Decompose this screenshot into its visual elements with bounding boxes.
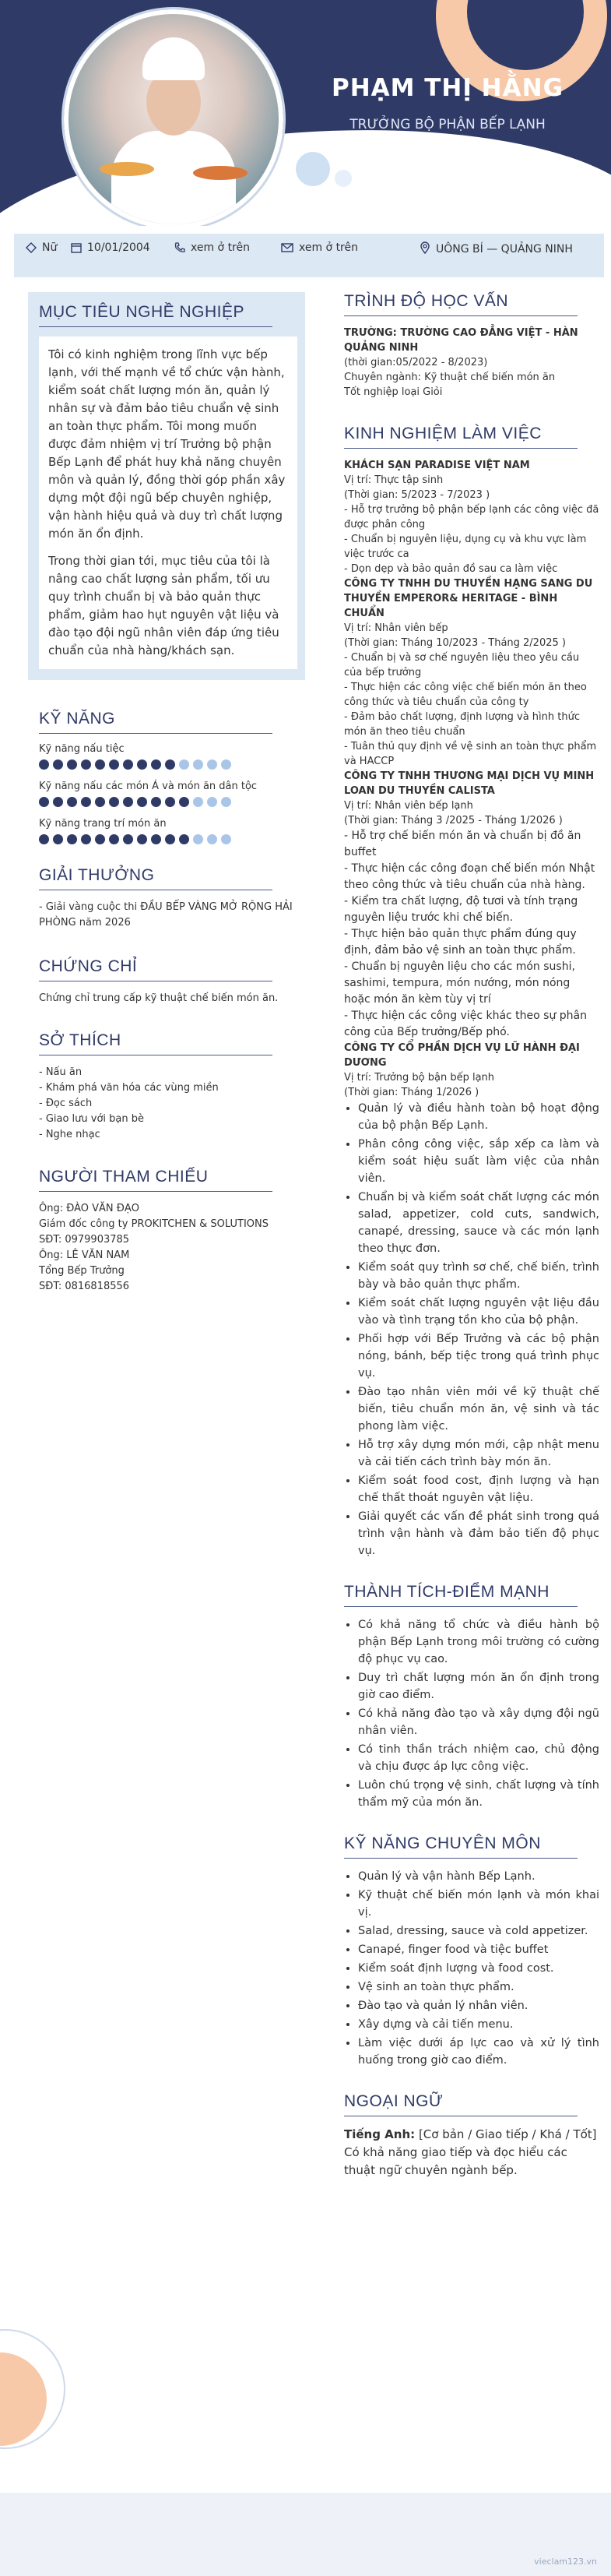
achievements-title: THÀNH TÍCH-ĐIỂM MẠNH — [344, 1583, 578, 1607]
job-duty: - Dọn dẹp và bảo quản đồ sau ca làm việc — [344, 563, 558, 575]
job-position: Vị trí: Nhân viên bếp lạnh — [344, 800, 473, 812]
job-duty: - Thực hiện các công đoạn chế biến món Nhật theo công thức và tiêu chuẩn của nhà hàng. — [344, 862, 595, 891]
rating-dot — [53, 759, 63, 770]
rating-dot — [109, 834, 119, 844]
calendar-icon — [70, 241, 83, 254]
job-duty: • Kiểm soát chất lượng nguyên vật liệu đầu vào và tình trạng tồn kho của bộ phận. — [358, 1295, 599, 1329]
job-duty: - Kiểm tra chất lượng, độ tươi và tính trạng nguyên liệu trước khi chế biến. — [344, 895, 578, 924]
achievements-section — [344, 1583, 599, 1811]
rating-dot — [165, 759, 175, 770]
hobby-item: - Khám phá văn hóa các vùng miền — [39, 1082, 219, 1094]
achievement-item: • Có khả năng tổ chức và điều hành bộ phận Bếp Lạnh trong môi trường có cường độ phục vụ cao. — [358, 1616, 599, 1668]
address-value: UÔNG BÍ — QUẢNG NINH — [436, 243, 573, 255]
gender-icon — [25, 241, 37, 254]
rating-dot — [67, 797, 77, 807]
rating-dot — [151, 834, 161, 844]
rating-dot — [53, 797, 63, 807]
achievement-item: • Có khả năng đào tạo và xây dựng đội ngũ nhân viên. — [358, 1705, 599, 1739]
languages-section — [344, 2092, 599, 2180]
contact-gender — [25, 241, 57, 254]
phone-icon — [174, 241, 186, 254]
job-duty: - Thực hiện bảo quản thực phẩm đúng quy định, đảm bảo vệ sinh an toàn thực phẩm. — [344, 928, 577, 957]
skills-list — [39, 743, 305, 844]
job-duty: - Hỗ trợ trưởng bộ phận bếp lạnh các công việc đã được phân công — [344, 504, 599, 530]
reference-line: Ông: LÊ VĂN NAM — [39, 1249, 130, 1261]
main-column — [344, 292, 599, 2180]
job-company: CÔNG TY CỔ PHẦN DỊCH VỤ LỮ HÀNH ĐẠI DƯƠNG — [344, 1042, 580, 1069]
rating-dot — [137, 759, 147, 770]
profile-photo — [64, 9, 283, 226]
job-duty: - Thực hiện các công việc chế biến món ăn theo công thức và tiêu chuẩn của công ty — [344, 682, 587, 708]
achievements-list — [344, 1616, 599, 1811]
skill-label: Kỹ năng nấu các món Á và món ăn dân tộc — [39, 781, 258, 792]
objective-paragraph: Tôi có kinh nghiệm trong lĩnh vực bếp lạnh, với thế mạnh về tổ chức vận hành, kiểm soát chất lượng món ăn, quản lý nhân sự và đảm bảo tiêu chuẩn vệ sinh an toàn thực phẩm. Tôi mong muốn được đảm nhiệm vị trí Trưởng bộ phận Bếp Lạnh để phát huy khả năng chuyên môn và quản lý, đồng thời góp phần xây dựng một đội ngũ bếp chuyên nghiệp, vận hành hiệu quả và duy trì chất lượng món ăn ổn định. — [48, 347, 286, 541]
rating-dot — [179, 797, 189, 807]
job-time: (Thời gian: Tháng 10/2023 - Tháng 2/2025 ) — [344, 637, 566, 649]
rating-dot — [67, 834, 77, 844]
candidate-role: TRƯỞNG BỘ PHẬN BẾP LẠNH — [349, 117, 546, 132]
email-value: xem ở trên — [299, 241, 358, 254]
job-duty-list — [344, 1100, 599, 1559]
rating-dot — [151, 797, 161, 807]
contact-bar — [14, 234, 604, 277]
job-duty: • Quản lý và điều hành toàn bộ hoạt động của bộ phận Bếp Lạnh. — [358, 1100, 599, 1134]
rating-dot — [193, 834, 203, 844]
rating-dot — [67, 759, 77, 770]
pro-skill-item: • Kỹ thuật chế biến món lạnh và món khai vị. — [358, 1887, 599, 1921]
job-duty: - Chuẩn bị và sơ chế nguyên liệu theo yêu cầu của bếp trưởng — [344, 652, 580, 678]
rating-dot — [207, 797, 217, 807]
achievement-item: • Có tinh thần trách nhiệm cao, chủ động và chịu được áp lực công việc. — [358, 1741, 599, 1775]
pro-skills-list — [344, 1868, 599, 2069]
rating-dot — [123, 759, 133, 770]
rating-dot — [165, 834, 175, 844]
hobby-item: - Giao lưu với bạn bè — [39, 1113, 145, 1125]
rating-dot — [39, 797, 49, 807]
certs-text: Chứng chỉ trung cấp kỹ thuật chế biến món ăn. — [39, 992, 279, 1004]
reference-line: Giám đốc công ty PROKITCHEN & SOLUTIONS — [39, 1218, 269, 1230]
reference-line: SĐT: 0979903785 — [39, 1234, 130, 1246]
rating-dot — [123, 797, 133, 807]
job-company: CÔNG TY TNHH DU THUYỀN HẠNG SANG DU THUYỀN EMPEROR& HERITAGE - BÌNH CHUẨN — [344, 578, 593, 619]
reference-line: SĐT: 0816818556 — [39, 1281, 130, 1292]
job-duty: • Đào tạo nhân viên mới về kỹ thuật chế biến, tiêu chuẩn món ăn, vệ sinh và tác phong làm việc. — [358, 1383, 599, 1435]
experience-section — [344, 425, 599, 1559]
contact-phone — [174, 241, 250, 254]
certs-section — [28, 957, 305, 1006]
rating-dot — [109, 759, 119, 770]
job-time: (Thời gian: Tháng 3 /2025 - Tháng 1/2026 ) — [344, 815, 563, 826]
awards-section — [28, 866, 305, 931]
skill-label: Kỹ năng trang trí món ăn — [39, 818, 167, 830]
rating-dot — [109, 797, 119, 807]
objective-section — [28, 292, 305, 680]
pro-skill-item: • Salad, dressing, sauce và cold appetizer. — [358, 1922, 599, 1940]
rating-dot — [39, 834, 49, 844]
rating-dot — [193, 797, 203, 807]
certs-title: CHỨNG CHỈ — [39, 957, 272, 981]
location-icon — [419, 241, 431, 254]
decorative-circle — [335, 170, 352, 187]
references-title: NGƯỜI THAM CHIẾU — [39, 1168, 272, 1192]
footer-wave — [0, 2493, 611, 2576]
hobbies-section — [28, 1031, 305, 1143]
rating-dot — [39, 759, 49, 770]
skills-section — [28, 710, 305, 844]
education-time: (thời gian:05/2022 - 8/2023) — [344, 357, 488, 368]
job-position: Vị trí: Nhân viên bếp — [344, 622, 448, 634]
rating-dot — [207, 834, 217, 844]
rating-dot — [179, 834, 189, 844]
job-company: KHÁCH SẠN PARADISE VIỆT NAM — [344, 460, 530, 471]
rating-dot — [95, 834, 105, 844]
objective-paragraph: Trong thời gian tới, mục tiêu của tôi là nâng cao chất lượng sản phẩm, tối ưu quy trình chuẩn bị và bảo quản thực phẩm, giảm hao hụt nguyên vật liệu và đào tạo đội ngũ nhân viên đáp ứng tiêu chuẩn của nhà hàng/khách sạn. — [48, 554, 279, 657]
education-grade: Tốt nghiệp loại Giỏi — [344, 386, 443, 398]
job-duty: • Phân công công việc, sắp xếp ca làm và kiểm soát hiệu suất làm việc của nhân viên. — [358, 1136, 599, 1187]
watermark: vieclam123.vn — [534, 2557, 597, 2567]
job-company: CÔNG TY TNHH THƯƠNG MẠI DỊCH VỤ MINH LOAN DU THUYỀN CALISTA — [344, 770, 595, 797]
language-level: [Cơ bản / Giao tiếp / Khá / Tốt] — [418, 2127, 597, 2141]
rating-dot — [221, 797, 231, 807]
rating-dot — [95, 797, 105, 807]
skills-title: KỸ NĂNG — [39, 710, 272, 734]
contact-email — [280, 241, 358, 254]
job-duty: • Hỗ trợ xây dựng món mới, cập nhật menu và cải tiến cách trình bày món ăn. — [358, 1436, 599, 1471]
rating-dot — [53, 834, 63, 844]
job-duty: - Tuân thủ quy định về vệ sinh an toàn thực phẩm và HACCP — [344, 741, 597, 767]
rating-dot — [123, 834, 133, 844]
hobby-item: - Nghe nhạc — [39, 1129, 100, 1140]
skill-rating — [39, 834, 305, 844]
birthday-value: 10/01/2004 — [87, 241, 150, 254]
hobbies-title: SỞ THÍCH — [39, 1031, 272, 1055]
language-desc: Có khả năng giao tiếp và đọc hiểu các thuật ngữ chuyên ngành bếp. — [344, 2145, 567, 2177]
pro-skill-item: • Xây dựng và cải tiến menu. — [358, 2016, 599, 2033]
education-major: Chuyên ngành: Kỹ thuật chế biến món ăn — [344, 372, 556, 383]
achievement-item: • Luôn chú trọng vệ sinh, chất lượng và tính thẩm mỹ của món ăn. — [358, 1777, 599, 1811]
objective-title: MỤC TIÊU NGHỀ NGHIỆP — [39, 303, 272, 327]
job-duty: - Chuẩn bị nguyên liệu, dụng cụ và khu vực làm việc trước ca — [344, 534, 587, 560]
education-title: TRÌNH ĐỘ HỌC VẤN — [344, 292, 578, 316]
pro-skill-item: • Quản lý và vận hành Bếp Lạnh. — [358, 1868, 599, 1885]
phone-value: xem ở trên — [191, 241, 250, 254]
awards-title: GIẢI THƯỞNG — [39, 866, 272, 890]
language-label: Tiếng Anh: — [344, 2127, 416, 2141]
header-banner — [0, 0, 611, 226]
rating-dot — [137, 797, 147, 807]
rating-dot — [193, 759, 203, 770]
job-duty: - Chuẩn bị nguyên liệu cho các món sushi, sashimi, tempura, món nướng, món nóng hoặc món ăn kèm tùy vị trí — [344, 960, 575, 1006]
rating-dot — [207, 759, 217, 770]
rating-dot — [81, 759, 91, 770]
job-duty: • Kiểm soát food cost, định lượng và hạn chế thất thoát nguyên vật liệu. — [358, 1472, 599, 1506]
job-duty: • Chuẩn bị và kiểm soát chất lượng các món salad, appetizer, cold cuts, sandwich, canapé, dressing, sauce và các món lạnh theo thực đơn. — [358, 1189, 599, 1257]
achievement-item: • Duy trì chất lượng món ăn ổn định trong giờ cao điểm. — [358, 1669, 599, 1704]
reference-line: Ông: ĐÀO VĂN ĐẠO — [39, 1203, 139, 1214]
rating-dot — [165, 797, 175, 807]
rating-dot — [221, 834, 231, 844]
rating-dot — [95, 759, 105, 770]
candidate-name: PHẠM THỊ HẰNG — [331, 74, 564, 102]
rating-dot — [81, 834, 91, 844]
objective-box — [39, 337, 297, 669]
job-duty: - Thực hiện các công việc khác theo sự phân công của Bếp trưởng/Bếp phó. — [344, 1010, 588, 1038]
experience-title: KINH NGHIỆM LÀM VIỆC — [344, 425, 578, 449]
contact-address — [419, 241, 582, 257]
skill-label: Kỹ năng nấu tiệc — [39, 743, 125, 755]
sidebar — [28, 292, 305, 1295]
pro-skill-item: • Kiểm soát định lượng và food cost. — [358, 1960, 599, 1977]
job-duty: • Giải quyết các vấn đề phát sinh trong quá trình vận hành và đảm bảo tiến độ phục vụ. — [358, 1508, 599, 1559]
rating-dot — [221, 759, 231, 770]
rating-dot — [179, 759, 189, 770]
awards-text: - Giải vàng cuộc thi ĐẦU BẾP VÀNG MỞ RỘNG HẢI PHÒNG năm 2026 — [39, 901, 293, 929]
education-school: TRƯỜNG: TRƯỜNG CAO ĐẲNG VIỆT - HÀN QUẢNG NINH — [344, 327, 578, 354]
job-duty: • Kiểm soát quy trình sơ chế, chế biến, trình bày và bảo quản thực phẩm. — [358, 1259, 599, 1293]
pro-skills-section — [344, 1834, 599, 2069]
job-position: Vị trí: Thực tập sinh — [344, 474, 444, 486]
pro-skill-item: • Vệ sinh an toàn thực phẩm. — [358, 1979, 599, 1996]
rating-dot — [137, 834, 147, 844]
pro-skill-item: • Canapé, finger food và tiệc buffet — [358, 1941, 599, 1958]
hobby-item: - Đọc sách — [39, 1098, 93, 1109]
skill-rating — [39, 797, 305, 807]
job-duty: - Hỗ trợ chế biến món ăn và chuẩn bị đồ ăn buffet — [344, 830, 581, 858]
contact-birthday — [70, 241, 150, 254]
hobby-item: - Nấu ăn — [39, 1066, 83, 1078]
job-duty: • Phối hợp với Bếp Trưởng và các bộ phận nóng, bánh, bếp tiệc trong quá trình phục vụ. — [358, 1330, 599, 1382]
decorative-circle — [296, 152, 330, 186]
reference-line: Tổng Bếp Trưởng — [39, 1265, 125, 1277]
pro-skill-item: • Làm việc dưới áp lực cao và xử lý tình huống trong giờ cao điểm. — [358, 2035, 599, 2069]
gender-value: Nữ — [42, 241, 58, 254]
rating-dot — [81, 797, 91, 807]
job-time: (Thời gian: Tháng 1/2026 ) — [344, 1087, 479, 1098]
job-time: (Thời gian: 5/2023 - 7/2023 ) — [344, 489, 490, 501]
job-duty: - Đảm bảo chất lượng, định lượng và hình thức món ăn theo tiêu chuẩn — [344, 711, 580, 738]
rating-dot — [151, 759, 161, 770]
references-section — [28, 1168, 305, 1295]
pro-skill-item: • Đào tạo và quản lý nhân viên. — [358, 1997, 599, 2014]
education-section — [344, 292, 599, 400]
skill-rating — [39, 759, 305, 770]
email-icon — [280, 241, 294, 254]
job-position: Vị trí: Trưởng bộ bận bếp lạnh — [344, 1072, 495, 1084]
languages-title: NGOẠI NGỮ — [344, 2092, 578, 2116]
pro-skills-title: KỸ NĂNG CHUYÊN MÔN — [344, 1834, 578, 1859]
